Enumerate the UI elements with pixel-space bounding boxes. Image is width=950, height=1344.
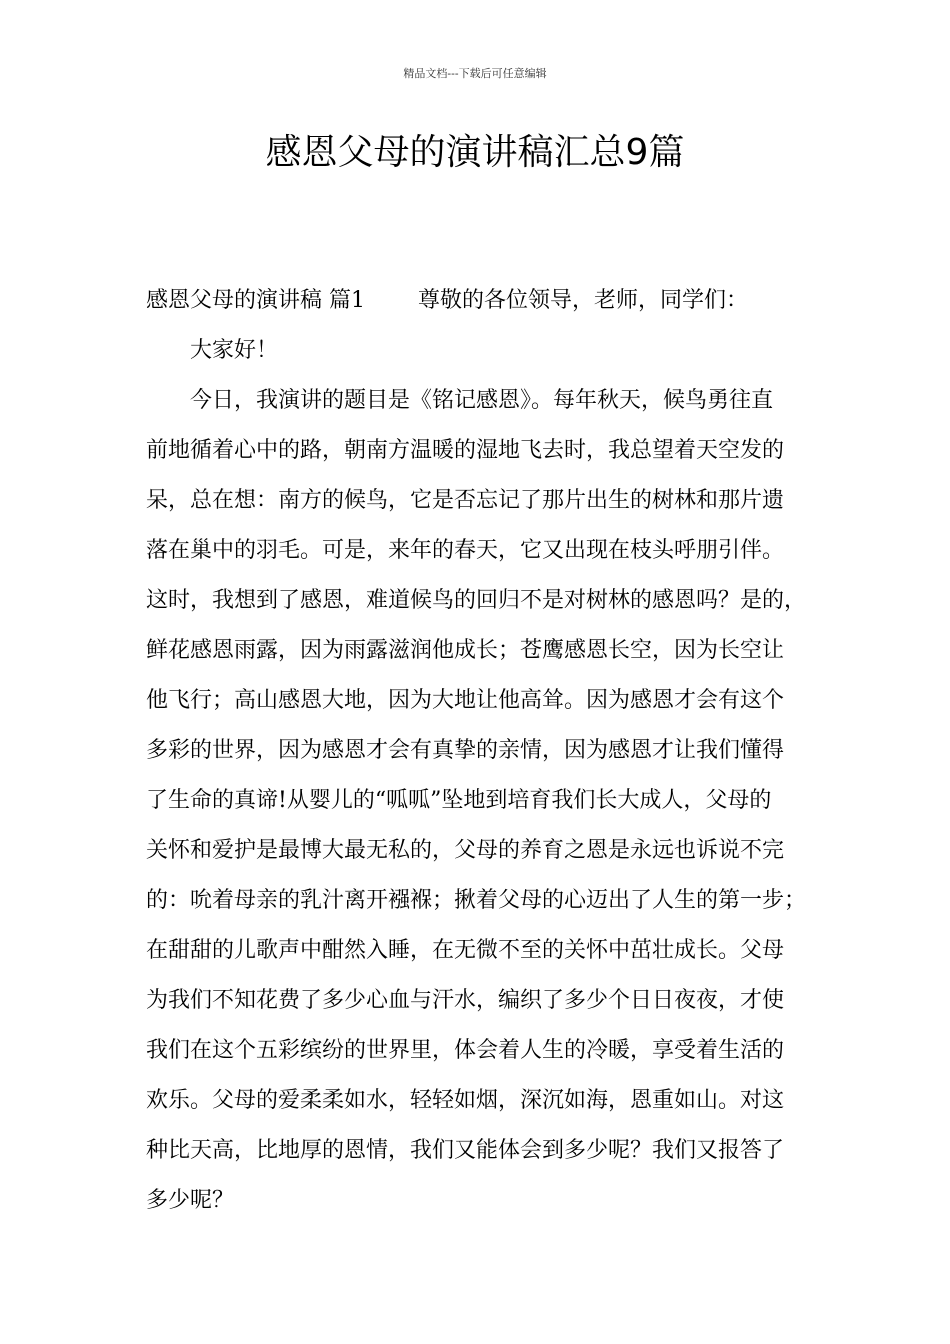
section-heading-line (146, 276, 826, 326)
document-title: 感恩父母的演讲稿汇总9篇 (265, 132, 685, 173)
section-label: 感恩父母的演讲稿 篇1 (146, 288, 365, 313)
paragraph-line: 落在巢中的羽毛。可是，来年的春天，它又出现在枝头呼朋引伴。 (146, 538, 785, 563)
document-body (146, 276, 826, 1226)
paragraph-line: 为我们不知花费了多少心血与汗水，编织了多少个日日夜夜，才使 (146, 988, 785, 1013)
paragraph-line: 关怀和爱护是最博大最无私的，父母的养育之恩是永远也诉说不完 (146, 838, 785, 863)
paragraph-line: 种比天高，比地厚的恩情，我们又能体会到多少呢？我们又报答了 (146, 1138, 785, 1163)
paragraph-line: 这时，我想到了感恩，难道候鸟的回归不是对树林的感恩吗？是的， (146, 588, 807, 613)
paragraph-line: 欢乐。父母的爱柔柔如水，轻轻如烟，深沉如海，恩重如山。对这 (146, 1088, 785, 1113)
paragraph-line: 在甜甜的儿歌声中酣然入睡，在无微不至的关怀中茁壮成长。父母 (146, 938, 785, 963)
salutation: 尊敬的各位领导，老师，同学们： (418, 288, 749, 313)
paragraph-line: 呆，总在想：南方的候鸟，它是否忘记了那片出生的树林和那片遗 (146, 488, 785, 513)
paragraph-line: 前地循着心中的路，朝南方温暖的湿地飞去时，我总望着天空发的 (146, 438, 785, 463)
greeting: 大家好！ (190, 338, 279, 363)
paragraph-line: 的：吮着母亲的乳汁离开襁褓；揪着父母的心迈出了人生的第一步； (146, 888, 807, 913)
paragraph-line: 我们在这个五彩缤纷的世界里，体会着人生的冷暖，享受着生活的 (146, 1038, 785, 1063)
paragraph-line: 今日，我演讲的题目是《铭记感恩》。每年秋天，候鸟勇往直 (190, 388, 774, 413)
paragraph-line: 多彩的世界，因为感恩才会有真挚的亲情，因为感恩才让我们懂得 (146, 738, 785, 763)
paragraph-line: 鲜花感恩雨露，因为雨露滋润他成长；苍鹰感恩长空，因为长空让 (146, 638, 785, 663)
paragraph-line: 了生命的真谛!从婴儿的“呱呱”坠地到培育我们长大成人，父母的 (146, 788, 772, 813)
paragraph-line: 他飞行；高山感恩大地，因为大地让他高耸。因为感恩才会有这个 (146, 688, 785, 713)
paragraph-line: 多少呢？ (146, 1188, 235, 1213)
header-note: 精品文档---下载后可任意编辑 (403, 67, 547, 80)
